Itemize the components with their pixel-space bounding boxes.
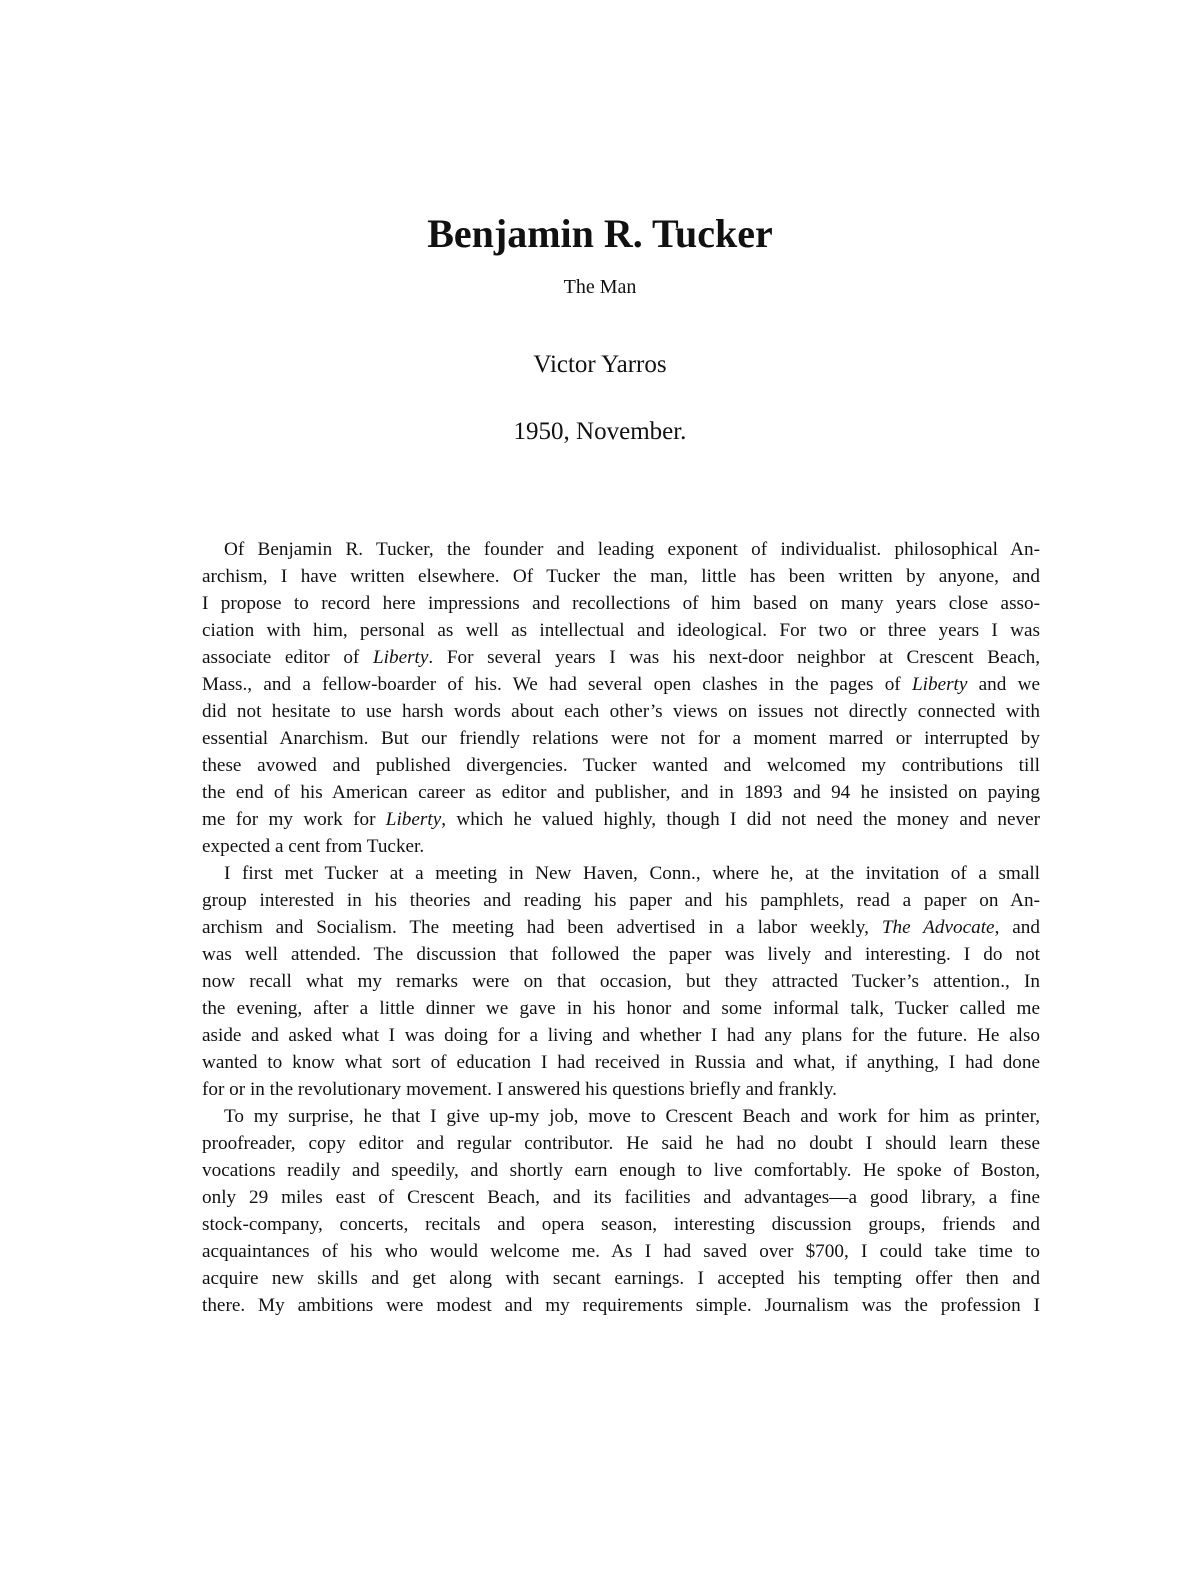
text-line: now recall what my remarks were on that occasion, but they attracted Tucker’s attention., In [202,971,1040,992]
text-line: vocations readily and speedily, and shortly earn enough to live comfortably. He spoke of Boston, [202,1160,1040,1181]
text-line: I propose to record here impressions and recollections of him based on many years close asso- [202,593,1040,614]
text-line: acquaintances of his who would welcome me. As I had saved over $700, I could take time to [202,1241,1040,1262]
italic-title: Liberty [911,674,968,695]
text-line: To my surprise, he that I give up-my job, move to Crescent Beach and work for him as printer, [224,1106,1040,1127]
italic-title: The Advocate [881,917,995,938]
text-line: associate editor of Liberty. For several years I was his next-door neighbor at Crescent Beach, [202,647,1040,668]
text-line: archism and Socialism. The meeting had been advertised in a labor weekly, The Advocate, and [202,917,1040,938]
text-line: stock-company, concerts, recitals and opera season, interesting discussion groups, friends and [202,1214,1040,1235]
text-line: there. My ambitions were modest and my requirements simple. Journalism was the profession I [202,1295,1040,1316]
text-line: ciation with him, personal as well as intellectual and ideological. For two or three years I was [202,620,1040,641]
text-line: for or in the revolutionary movement. I answered his questions briefly and frankly. [202,1079,837,1100]
document-subtitle: The Man [563,276,637,298]
text-line: the end of his American career as editor and publisher, and in 1893 and 94 he insisted on paying [202,782,1040,803]
text-line: Of Benjamin R. Tucker, the founder and leading exponent of individualist. philosophical An- [224,539,1040,560]
body-text [202,536,1040,1319]
text-line: only 29 miles east of Crescent Beach, and its facilities and advantages—a good library, a fine [202,1187,1040,1208]
author-name: Victor Yarros [533,351,667,378]
text-line: essential Anarchism. But our friendly relations were not for a moment marred or interrupted by [202,728,1040,749]
paragraph [202,860,1040,1103]
text-line: these avowed and published divergencies. Tucker wanted and welcomed my contributions till [202,755,1040,776]
text-line: aside and asked what I was doing for a living and whether I had any plans for the future. He also [202,1025,1040,1046]
text-line: me for my work for Liberty, which he valued highly, though I did not need the money and never [202,809,1040,830]
text-line: did not hesitate to use harsh words about each other’s views on issues not directly connected with [202,701,1040,722]
italic-title: Liberty [372,647,429,668]
text-line: proofreader, copy editor and regular contributor. He said he had no doubt I should learn these [202,1133,1040,1154]
italic-title: Liberty [385,809,442,830]
text-line: the evening, after a little dinner we gave in his honor and some informal talk, Tucker called me [202,998,1040,1019]
document-title: Benjamin R. Tucker [427,211,773,256]
text-line: wanted to know what sort of education I had received in Russia and what, if anything, I had done [202,1052,1040,1073]
text-line: I first met Tucker at a meeting in New Haven, Conn., where he, at the invitation of a small [224,863,1040,884]
text-line: group interested in his theories and reading his paper and his pamphlets, read a paper on An- [202,890,1040,911]
publication-date: 1950, November. [513,418,687,445]
text-line: expected a cent from Tucker. [202,836,425,857]
text-line: Mass., and a fellow-boarder of his. We had several open clashes in the pages of Liberty and we [202,674,1041,695]
text-line: archism, I have written elsewhere. Of Tucker the man, little has been written by anyone, and [202,566,1040,587]
paragraph [202,1103,1040,1319]
text-line: was well attended. The discussion that followed the paper was lively and interesting. I do not [202,944,1040,965]
paragraph [202,536,1040,860]
text-line: acquire new skills and get along with secant earnings. I accepted his tempting offer then and [202,1268,1040,1289]
